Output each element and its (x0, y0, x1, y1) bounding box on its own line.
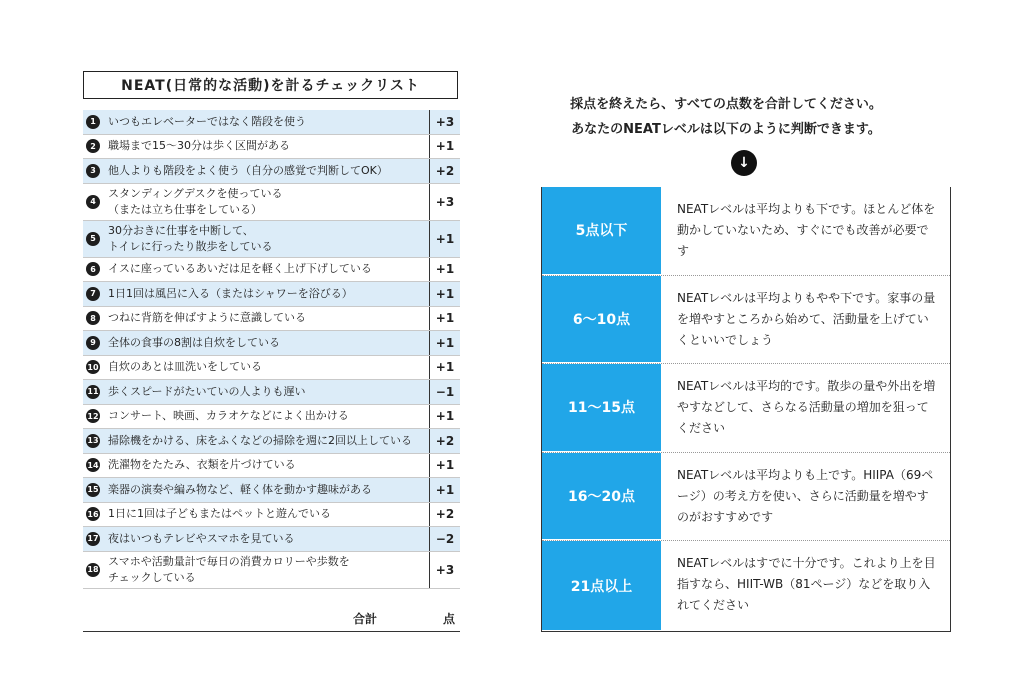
item-number-badge: 5 (86, 232, 100, 246)
item-number-badge: 14 (86, 458, 100, 472)
item-text: 他人よりも階段をよく使う（自分の感覚で判断してOK） (108, 163, 388, 177)
checklist-row (83, 380, 460, 405)
item-text: 1日1回は風呂に入る（またはシャワーを浴びる） (108, 286, 353, 300)
item-text: 全体の食事の8割は自炊をしている (108, 335, 280, 349)
total-label: 合計 (353, 612, 378, 626)
item-number-badge: 1 (86, 115, 100, 129)
checklist-row (83, 503, 460, 528)
level-range: 6〜10点 (542, 276, 661, 364)
total-row (83, 604, 460, 632)
item-text: 1日に1回は子どもまたはペットと遊んでいる (108, 507, 331, 521)
instructions (548, 92, 904, 142)
checklist-title: NEAT(日常的な活動)を計るチェックリスト (83, 71, 458, 99)
checklist-row (83, 221, 460, 258)
item-number-badge: 6 (86, 262, 100, 276)
checklist-row (83, 552, 460, 589)
item-text: 夜はいつもテレビやスマホを見ている (108, 531, 295, 545)
level-description: NEATレベルはすでに十分です。これより上を目指すなら、HIIT-WB（81ページ）などを取り入れてください (677, 556, 936, 613)
item-number-badge: 11 (86, 385, 100, 399)
level-description: NEATレベルは平均よりも上です。HIIPA（69ページ）の考え方を使い、さらに活動量を増やすのがおすすめです (677, 467, 934, 524)
item-number-badge: 8 (86, 311, 100, 325)
level-description: NEATレベルは平均的です。散歩の量や外出を増やすなどして、さらなる活動量の増加を狙ってください (677, 379, 936, 436)
item-points: +2 (429, 429, 460, 453)
checklist-row (83, 282, 460, 307)
item-text: スタンディングデスクを使っている （または立ち仕事をしている） (108, 186, 283, 216)
level-description: NEATレベルは平均よりもやや下です。家事の量を増やすところから始めて、活動量を上げていくといいでしょう (677, 290, 936, 347)
total-unit: 点 (443, 612, 456, 626)
item-number-badge: 7 (86, 287, 100, 301)
checklist-row (83, 429, 460, 454)
item-text: 洗濯物をたたみ、衣類を片づけている (108, 458, 296, 472)
checklist-row (83, 110, 460, 135)
item-points: +1 (429, 258, 460, 282)
item-number-badge: 10 (86, 360, 100, 374)
item-points: +3 (429, 184, 460, 220)
item-points: +1 (429, 135, 460, 159)
item-number-badge: 16 (86, 507, 100, 521)
item-text: 職場まで15〜30分は歩く区間がある (108, 139, 290, 153)
item-points: +3 (429, 552, 460, 588)
checklist-row (83, 478, 460, 503)
item-points: +3 (429, 110, 460, 134)
checklist-row (83, 454, 460, 479)
item-number-badge: 2 (86, 139, 100, 153)
level-row (542, 187, 950, 276)
item-text: 掃除機をかける、床をふくなどの掃除を週に2回以上している (108, 433, 412, 447)
level-table (541, 187, 951, 632)
arrow-down-icon: ↓ (731, 150, 757, 176)
level-row (542, 541, 950, 630)
item-points: +2 (429, 503, 460, 527)
level-row (542, 453, 950, 542)
level-row (542, 364, 950, 453)
level-row (542, 276, 950, 365)
item-points: +1 (429, 478, 460, 502)
item-points: −1 (429, 380, 460, 404)
level-range: 16〜20点 (542, 453, 661, 541)
item-text: 30分おきに仕事を中断して、 トイレに行ったり散歩をしている (108, 223, 273, 253)
item-points: +2 (429, 159, 460, 183)
checklist-row (83, 356, 460, 381)
item-text: 自炊のあとは皿洗いをしている (108, 360, 262, 374)
checklist-row (83, 307, 460, 332)
item-points: +1 (429, 221, 460, 257)
level-description: NEATレベルは平均よりも下です。ほとんど体を動かしていないため、すぐにでも改善が必要です (677, 202, 936, 258)
level-range: 5点以下 (542, 187, 661, 275)
checklist-table (83, 110, 460, 589)
level-range: 21点以上 (542, 541, 661, 630)
item-points: +1 (429, 307, 460, 331)
item-number-badge: 3 (86, 164, 100, 178)
item-points: +1 (429, 454, 460, 478)
item-text: コンサート、映画、カラオケなどによく出かける (108, 409, 349, 423)
instructions-line-2: あなたのNEATレベルは以下のように判断できます。 (571, 122, 881, 137)
item-number-badge: 9 (86, 336, 100, 350)
instructions-line-1: 採点を終えたら、すべての点数を合計してください。 (570, 97, 882, 112)
item-number-badge: 4 (86, 195, 100, 209)
item-points: −2 (429, 527, 460, 551)
checklist-row (83, 405, 460, 430)
item-points: +1 (429, 331, 460, 355)
item-text: 楽器の演奏や編み物など、軽く体を動かす趣味がある (108, 482, 372, 496)
item-text: つねに背筋を伸ばすように意識している (108, 311, 306, 325)
item-number-badge: 13 (86, 434, 100, 448)
checklist-row (83, 184, 460, 221)
checklist-row (83, 159, 460, 184)
item-number-badge: 17 (86, 532, 100, 546)
item-points: +1 (429, 356, 460, 380)
item-number-badge: 18 (86, 563, 100, 577)
checklist-row (83, 135, 460, 160)
item-text: イスに座っているあいだは足を軽く上げ下げしている (108, 262, 372, 276)
checklist-row (83, 331, 460, 356)
item-points: +1 (429, 405, 460, 429)
item-number-badge: 12 (86, 409, 100, 423)
item-number-badge: 15 (86, 483, 100, 497)
item-text: 歩くスピードがたいていの人よりも遅い (108, 384, 306, 398)
checklist-row (83, 258, 460, 283)
item-text: スマホや活動量計で毎日の消費カロリーや歩数を チェックしている (108, 554, 350, 584)
checklist-row (83, 527, 460, 552)
level-range: 11〜15点 (542, 364, 661, 452)
item-text: いつもエレベーターではなく階段を使う (108, 114, 306, 128)
item-points: +1 (429, 282, 460, 306)
